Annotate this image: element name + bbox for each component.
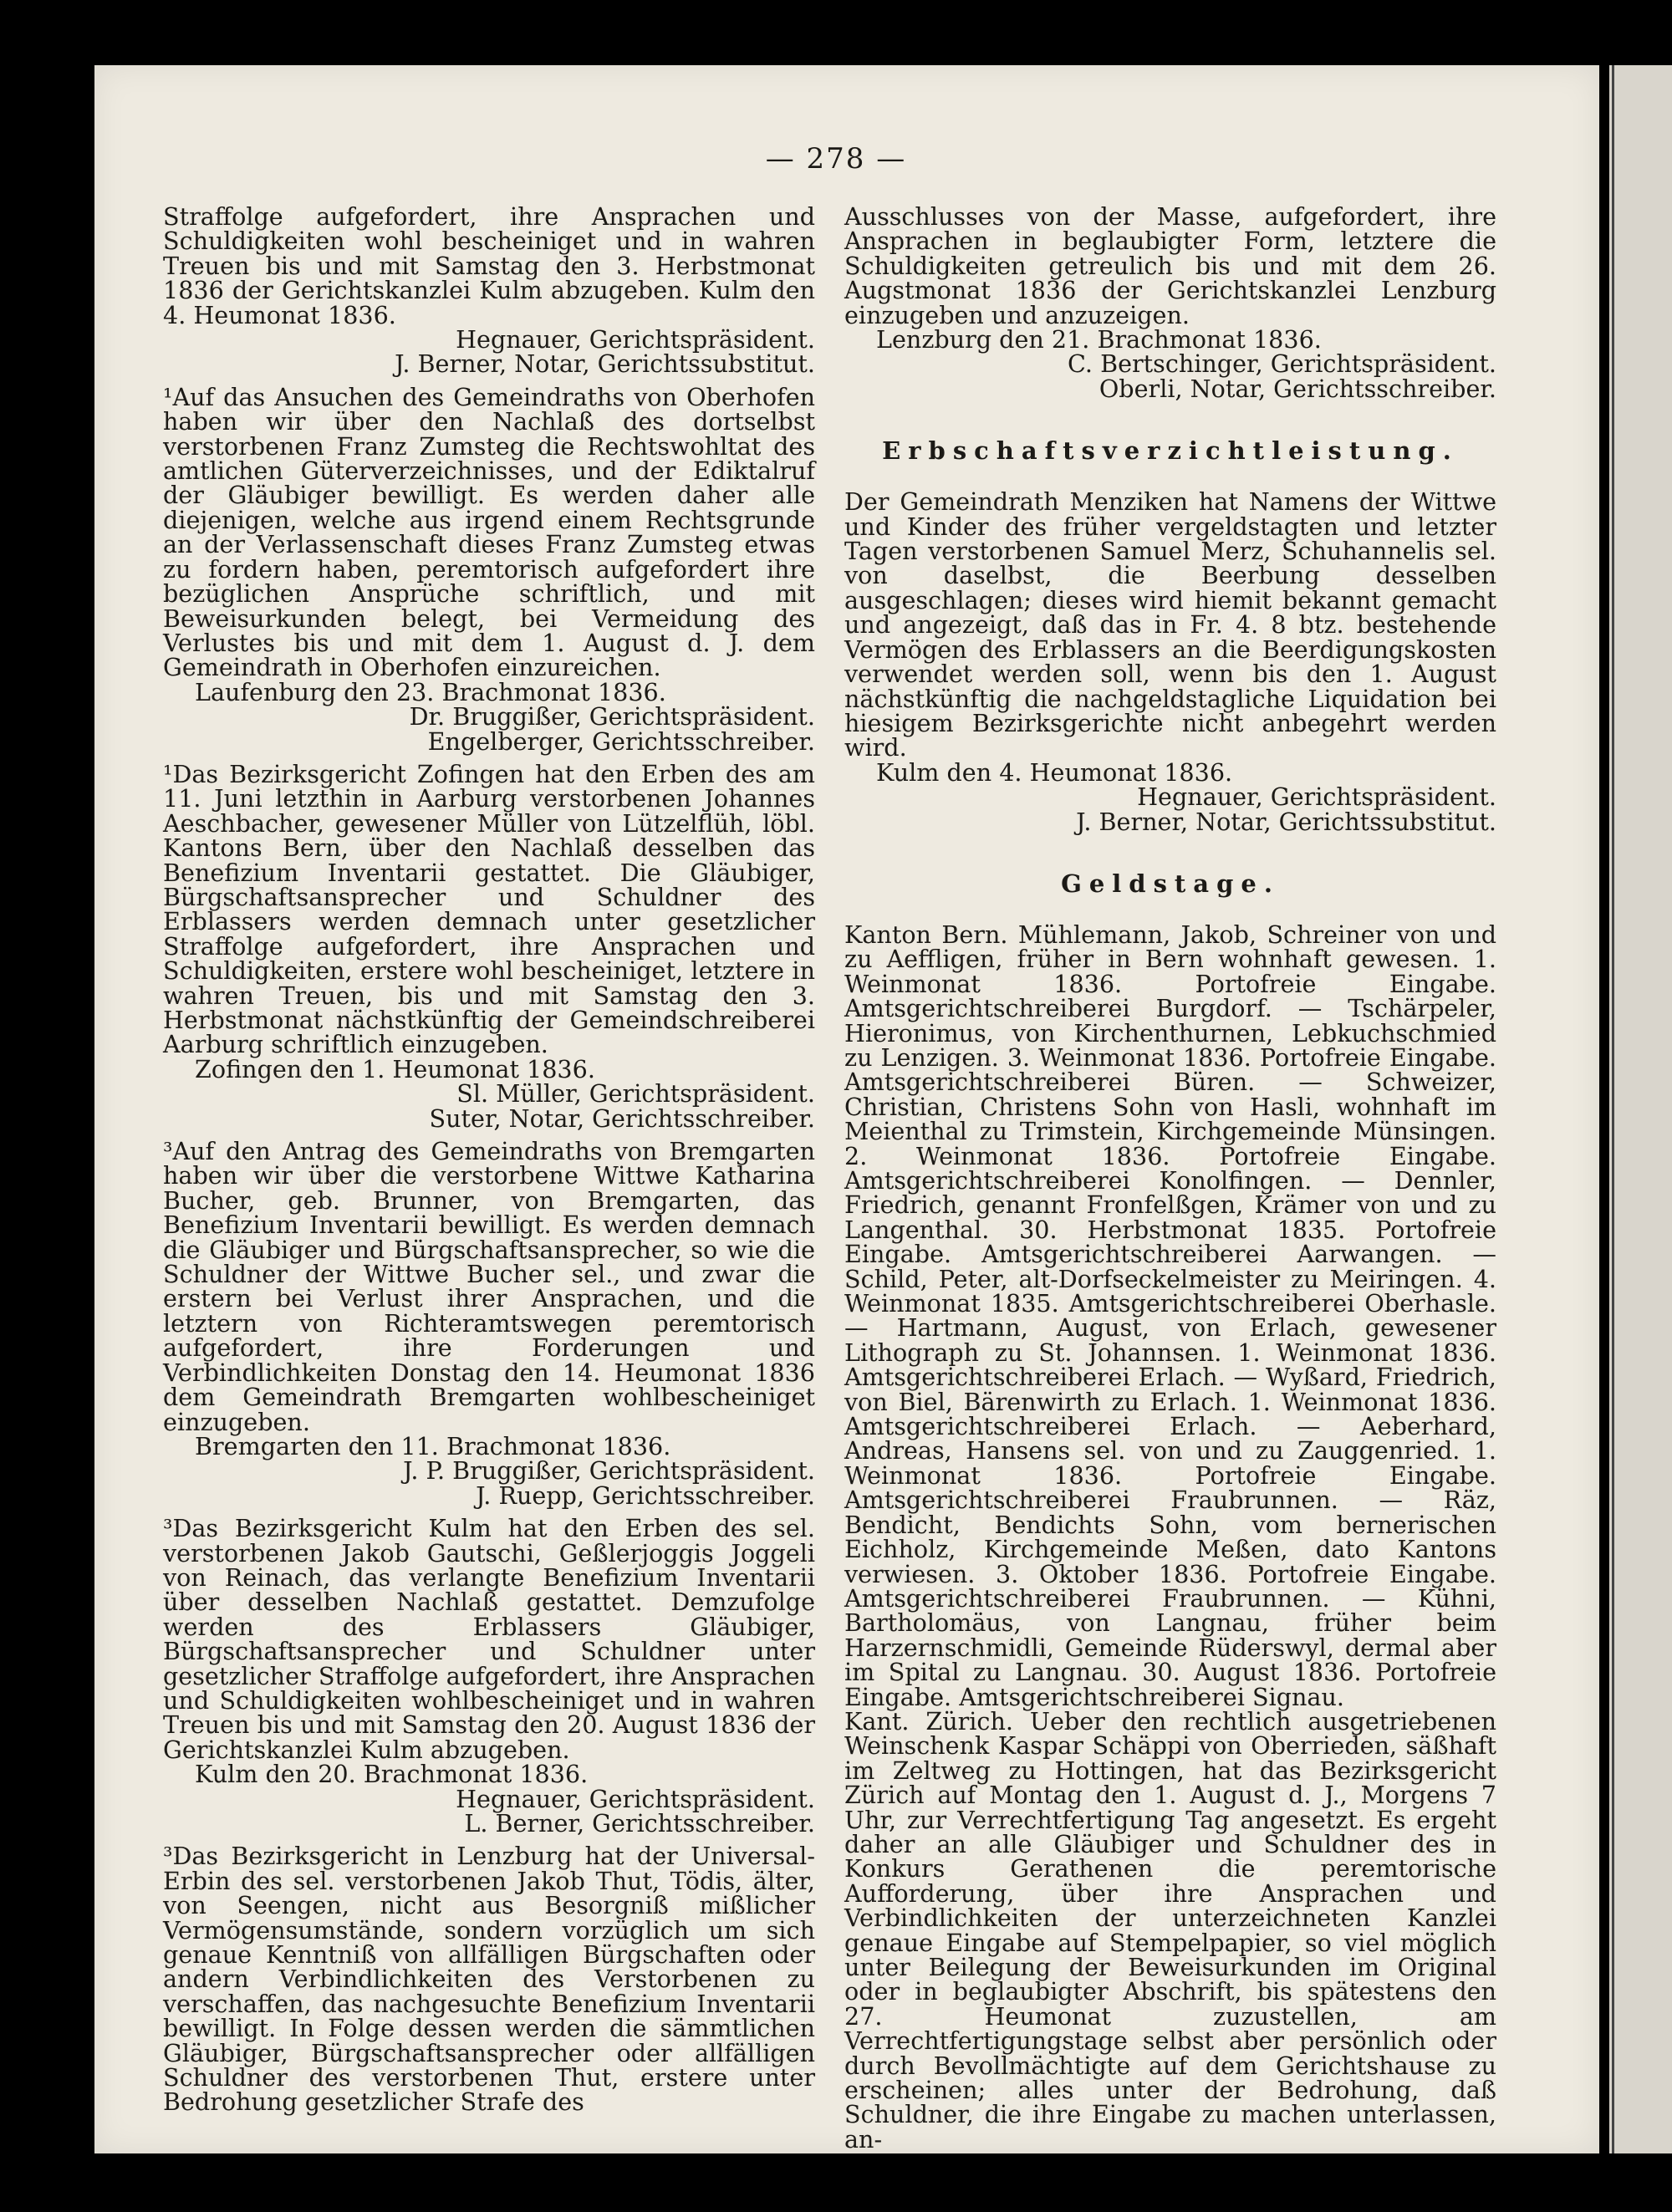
date-line: Kulm den 4. Heumonat 1836. xyxy=(876,757,1233,787)
right-column xyxy=(844,202,1496,2153)
adjacent-page-edge xyxy=(1609,65,1672,2153)
signature-line: Sl. Müller, Gerichtspräsident. xyxy=(456,1079,815,1109)
date-line: Lenzburg den 21. Brachmonat 1836. xyxy=(876,325,1322,354)
signature-line: L. Berner, Gerichtsschreiber. xyxy=(464,1809,815,1837)
right-column-mid xyxy=(844,487,1496,836)
notice-paragraph: Straffolge aufgefordert, ihre Ansprachen und Schuldigkeiten wohl bescheiniget und in wahren Treuen bis und mit Samstag den 3. Herbstmonat 1836 der Gerichtskanzlei Kulm abzugeben. Kulm den 4. Heumonat 1836. xyxy=(163,202,815,329)
notice-paragraph: ¹Das Bezirksgericht Zofingen hat den Erben des am 11. Juni letzthin in Aarburg verstorbenen Johannes Aeschbacher, gewesener Müller von Lützelflüh, löbl. Kantons Bern, über den Nachlaß desselben das Benefizium Inventarii gestattet. Die Gläubiger, Bürgschaftsansprecher und Schuldner des Erblassers werden demnach unter gesetzlicher Straffolge aufgefordert, ihre Ansprachen und Schuldigkeiten, erstere wohl bescheiniget, letztere in wahren Treuen, bis und mit Samstag den 3. Herbstmonat nächstkünftig der Gemeindschreiberei Aarburg schriftlich einzugeben. xyxy=(163,759,815,1059)
notice-paragraph: ³Das Bezirksgericht in Lenzburg hat der Universal-Erbin des sel. verstorbenen Jakob Thut, Tödis, älter, von Seengen, nicht aus Besorgniß mißlicher Vermögensumstände, sondern vorzüglich um sich genaue Kenntniß von allfälligen Bürgschaften oder andern Verbindlichkeiten des Verstorbenen zu verschaffen, das nachgesuchte Benefizium Inventarii bewilligt. In Folge dessen werden die sämmtlichen Gläubiger, Bürgschaftsansprecher oder allfälligen Schuldner des verstorbenen Thut, erstere unter Bedrohung gesetzlicher Strafe des xyxy=(163,1842,815,2117)
signature-line: J. Ruepp, Gerichtsschreiber. xyxy=(476,1481,815,1510)
page-number: — 278 — xyxy=(765,142,907,176)
heading-erbschaftsverzichtleistung: Erbschaftsverzichtleistung. xyxy=(882,436,1459,466)
signature-line: Hegnauer, Gerichtspräsident. xyxy=(1137,782,1496,812)
notice-paragraph: Kanton Bern. Mühlemann, Jakob, Schreiner von und zu Aeffligen, früher in Bern wohnhaft gewesen. 1. Weinmonat 1836. Portofreie Eingabe. Amtsgerichtschreiberei Burgdorf. — Tschärpeler, Hieronimus, von Kirchenthurnen, Lebkuchschmied zu Lenzigen. 3. Weinmonat 1836. Portofreie Eingabe. Amtsgerichtschreiberei Büren. — Schweizer, Christian, Christens Sohn von Hasli, wohnhaft im Meienthal zu Trimstein, Kirchgemeinde Münsingen. 2. Weinmonat 1836. Portofreie Eingabe. Amtsgerichtschreiberei Konolfingen. — Dennler, Friedrich, genannt Fronfelßgen, Krämer von und zu Langenthal. 30. Herbstmonat 1835. Portofreie Eingabe. Amtsgerichtschreiberei Aarwangen. — Schild, Peter, alt-Dorfseckelmeister zu Meiringen. 4. Weinmonat 1835. Amtsgerichtschreiberei Oberhasle. — Hartmann, August, von Erlach, gewesener Lithograph zu St. Johannsen. 1. Weinmonat 1836. Amtsgerichtschreiberei Erlach. — Wyßard, Friedrich, von Biel, Bärenwirth zu Erlach. 1. Weinmonat 1836. Amtsgerichtschreiberei Erlach. — Aeberhard, Andreas, Hansens sel. von und zu Zauggenried. 1. Weinmonat 1836. Portofreie Eingabe. Amtsgerichtschreiberei Fraubrunnen. — Räz, Bendicht, Bendichts Sohn, vom bernerischen Eichholz, Kirchgemeinde Meßen, dato Kantons verwiesen. 3. Oktober 1836. Portofreie Eingabe. Amtsgerichtschreiberei Fraubrunnen. — Kühni, Bartholomäus, von Langnau, früher beim Harzernschmidli, Gemeinde Rüderswyl, dermal aber im Spital zu Langnau. 30. August 1836. Portofreie Eingabe. Amtsgerichtschreiberei Signau. xyxy=(844,920,1496,1711)
signature-line: Suter, Notar, Gerichtsschreiber. xyxy=(429,1103,815,1133)
right-column-top xyxy=(844,202,1496,403)
date-line: Bremgarten den 11. Brachmonat 1836. xyxy=(195,1431,671,1460)
signature-line: C. Bertschinger, Gerichtspräsident. xyxy=(1068,349,1496,379)
notice-paragraph: Kant. Zürich. Ueber den rechtlich ausgetriebenen Weinschenk Kaspar Schäppi von Oberrieden, säßhaft im Zeltweg zu Hottingen, hat das Bezirksgericht Zürich auf Montag den 1. August d. J., Morgens 7 Uhr, zur Verrechtfertigung Tag angesetzt. Es ergeht daher an alle Gläubiger und Schuldner des in Konkurs Gerathenen die peremtorische Aufforderung, über ihre Ansprachen und Verbindlichkeiten der unterzeichneten Kanzlei genaue Eingabe auf Stempelpapier, so viel möglich unter Beilegung der Beweisurkunden im Original oder in beglaubigter Abschrift, bis spätestens den 27. Heumonat zuzustellen, am Verrechtfertigungstage selbst aber persönlich oder durch Bevollmächtigte auf dem Gerichtshause zu erscheinen; alles unter der Bedrohung, daß Schuldner, die ihre Eingabe zu machen unterlassen, an- xyxy=(844,1706,1496,2153)
date-line: Laufenburg den 23. Brachmonat 1836. xyxy=(195,677,666,706)
notice-paragraph: ³Das Bezirksgericht Kulm hat den Erben des sel. verstorbenen Jakob Gautschi, Geßlerjoggis Joggeli von Reinach, das verlangte Benefizium Inventarii über desselben Nachlaß gestattet. Demzufolge werden des Erblassers Gläubiger, Bürgschaftsansprecher und Schuldner unter gesetzlicher Straffolge aufgefordert, ihre Ansprachen und Schuldigkeiten wohlbescheiniget und in wahren Treuen bis und mit Samstag den 20. August 1836 der Gerichtskanzlei Kulm abzugeben. xyxy=(163,1514,815,1764)
signature-line: Dr. Bruggißer, Gerichtspräsident. xyxy=(409,702,815,731)
signature-line: J. Berner, Notar, Gerichtssubstitut. xyxy=(395,349,815,379)
left-column xyxy=(163,202,815,2117)
signature-line: Hegnauer, Gerichtspräsident. xyxy=(456,1784,815,1813)
date-line: Kulm den 20. Brachmonat 1836. xyxy=(195,1760,589,1789)
date-line: Zofingen den 1. Heumonat 1836. xyxy=(195,1054,595,1083)
signature-line: Engelberger, Gerichtsschreiber. xyxy=(427,726,815,756)
signature-line: J. P. Bruggißer, Gerichtspräsident. xyxy=(403,1456,815,1486)
right-column-bottom xyxy=(844,920,1496,2153)
notice-paragraph: Der Gemeindrath Menziken hat Namens der Wittwe und Kinder des früher vergeldstagten und letzter Tagen verstorbenen Samuel Merz, Schuhannelis sel. von daselbst, die Beerbung desselben ausgeschlagen; dieses wird hiemit bekannt gemacht und angezeigt, daß das in Fr. 4. 8 btz. bestehende Vermögen des Erblassers an die Beerdigungskosten verwendet werden soll, wenn bis den 1. August nächstkünftig die nachgeldstagliche Liquidation bei hiesigem Bezirksgerichte nicht anbegehrt werden wird. xyxy=(844,487,1496,762)
signature-line: Hegnauer, Gerichtspräsident. xyxy=(456,325,815,354)
notice-paragraph: Ausschlusses von der Masse, aufgefordert, ihre Ansprachen in beglaubigter Form, letztere die Schuldigkeiten getreulich bis und mit dem 26. Augstmonat 1836 der Gerichtskanzlei Lenzburg einzugeben und anzuzeigen. xyxy=(844,202,1496,329)
signature-line: J. Berner, Notar, Gerichtssubstitut. xyxy=(1076,807,1496,836)
notice-paragraph: ¹Auf das Ansuchen des Gemeindraths von Oberhofen haben wir über den Nachlaß des dortselbst verstorbenen Franz Zumsteg die Rechtswohltat des amtlichen Güterverzeichnisses, und der Ediktalruf der Gläubiger bewilligt. Es werden daher alle diejenigen, welche aus irgend einem Rechtsgrunde an der Verlassenschaft dieses Franz Zumsteg etwas zu fordern haben, peremtorisch aufgefordert ihre bezüglichen Ansprüche schriftlich, und mit Beweisurkunden belegt, bei Vermeidung des Verlustes bis und mit dem 1. August d. J. dem Gemeindrath in Oberhofen einzureichen. xyxy=(163,382,815,682)
heading-geldstage: Geldstage. xyxy=(1061,869,1280,898)
signature-line: Oberli, Notar, Gerichtsschreiber. xyxy=(1099,374,1496,403)
page-gutter-line xyxy=(1612,65,1614,2153)
notice-paragraph: ³Auf den Antrag des Gemeindraths von Bremgarten haben wir über die verstorbene Wittwe Katharina Bucher, geb. Brunner, von Bremgarten, das Benefizium Inventarii bewilligt. Es werden demnach die Gläubiger und Bürgschaftsansprecher, so wie die Schuldner der Wittwe Bucher sel., und zwar die erstern bei Verlust ihrer Ansprachen, und die letztern von Richteramtswegen peremtorisch aufgefordert, ihre Forderungen und Verbindlichkeiten Donstag den 14. Heumonat 1836 dem Gemeindrath Bremgarten wohlbescheiniget einzugeben. xyxy=(163,1137,815,1436)
